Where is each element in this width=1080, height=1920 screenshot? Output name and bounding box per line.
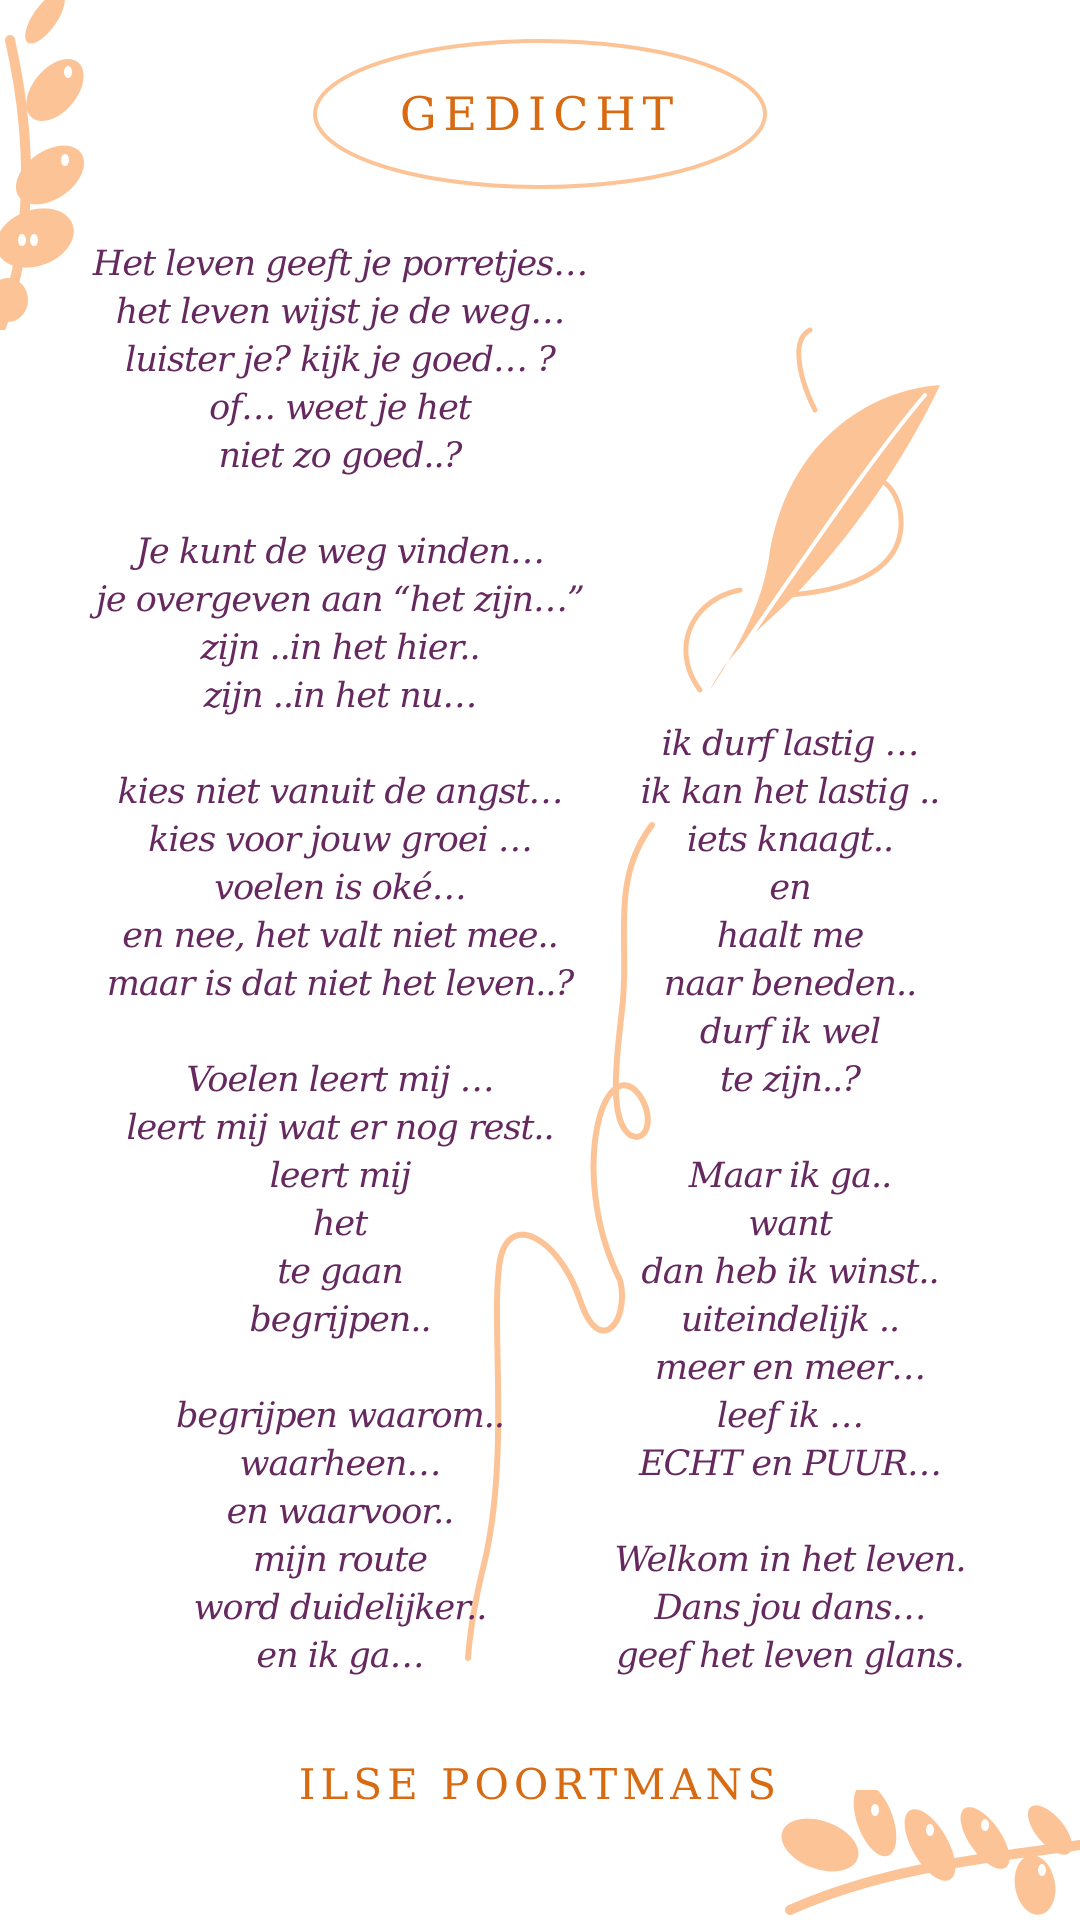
poem-line: word duidelijker..: [193, 1588, 487, 1628]
poem-line: durf ik wel: [699, 1012, 881, 1052]
poem-line: naar beneden..: [663, 964, 917, 1004]
poem-line: te zijn..?: [720, 1060, 860, 1100]
poem-line: of… weet je het: [209, 388, 471, 428]
stanza: [600, 1152, 980, 1488]
stanza: [90, 528, 590, 720]
stanza: [90, 768, 590, 1008]
poem-line: en: [769, 868, 811, 908]
poem-line: ik durf lastig …: [661, 724, 919, 764]
poem-line: begrijpen waarom..: [175, 1396, 505, 1436]
poem-line: Welkom in het leven.: [614, 1540, 966, 1580]
poem-line: leert mij wat er nog rest..: [126, 1108, 554, 1148]
leaf-branch-icon: [780, 1790, 1080, 1920]
poem-line: zijn ..in het nu…: [203, 676, 477, 716]
poem-line: het: [312, 1204, 368, 1244]
poem-line: want: [748, 1204, 832, 1244]
poem-line: leef ik …: [716, 1396, 864, 1436]
poem-line: geef het leven glans.: [616, 1636, 964, 1676]
poem-line: zijn ..in het hier..: [200, 628, 480, 668]
poem-line: kies niet vanuit de angst…: [117, 772, 563, 812]
poem-line: en nee, het valt niet mee..: [122, 916, 558, 956]
poem-line: ECHT en PUUR…: [639, 1444, 941, 1484]
author-name: ILSE POORTMANS: [298, 1760, 782, 1809]
poem-line: en waarvoor..: [226, 1492, 454, 1532]
poem-line: Je kunt de weg vinden…: [136, 532, 544, 572]
poem-line: het leven wijst je de weg…: [115, 292, 565, 332]
stanza: [90, 240, 590, 480]
poem-line: Voelen leert mij …: [186, 1060, 494, 1100]
poem-line: begrijpen..: [249, 1300, 431, 1340]
poem-line: dan heb ik winst..: [641, 1252, 939, 1292]
poem-line: uiteindelijk ..: [680, 1300, 900, 1340]
poem-line: Maar ik ga..: [688, 1156, 892, 1196]
stanza: [90, 1392, 590, 1680]
poem-line: luister je? kijk je goed… ?: [125, 340, 555, 380]
poem-line: kies voor jouw groei …: [148, 820, 532, 860]
poem-column-right: [600, 720, 980, 1680]
page-title: GEDICHT: [399, 87, 681, 141]
poem-line: en ik ga…: [256, 1636, 424, 1676]
poem-line: ik kan het lastig ..: [640, 772, 940, 812]
stanza: [600, 1536, 980, 1680]
poem-line: voelen is oké…: [214, 868, 466, 908]
poem-line: mijn route: [252, 1540, 428, 1580]
poem-line: haalt me: [716, 916, 864, 956]
poem-line: meer en meer…: [654, 1348, 926, 1388]
quill-feather-icon: [670, 320, 950, 700]
poem-line: Het leven geeft je porretjes…: [92, 244, 588, 284]
poem-line: je overgeven aan “het zijn…”: [96, 580, 584, 620]
leaf-branch-icon: [0, 0, 90, 330]
stanza: [600, 720, 980, 1104]
poem-line: waarheen…: [239, 1444, 441, 1484]
poem-line: Dans jou dans…: [654, 1588, 926, 1628]
poem-column-left: [90, 240, 590, 1680]
poem-line: leert mij: [269, 1156, 411, 1196]
poem-line: maar is dat niet het leven..?: [106, 964, 574, 1004]
stanza: [90, 1056, 590, 1344]
poem-line: iets knaagt..: [686, 820, 894, 860]
poem-line: niet zo goed..?: [218, 436, 462, 476]
poem-line: te gaan: [277, 1252, 403, 1292]
